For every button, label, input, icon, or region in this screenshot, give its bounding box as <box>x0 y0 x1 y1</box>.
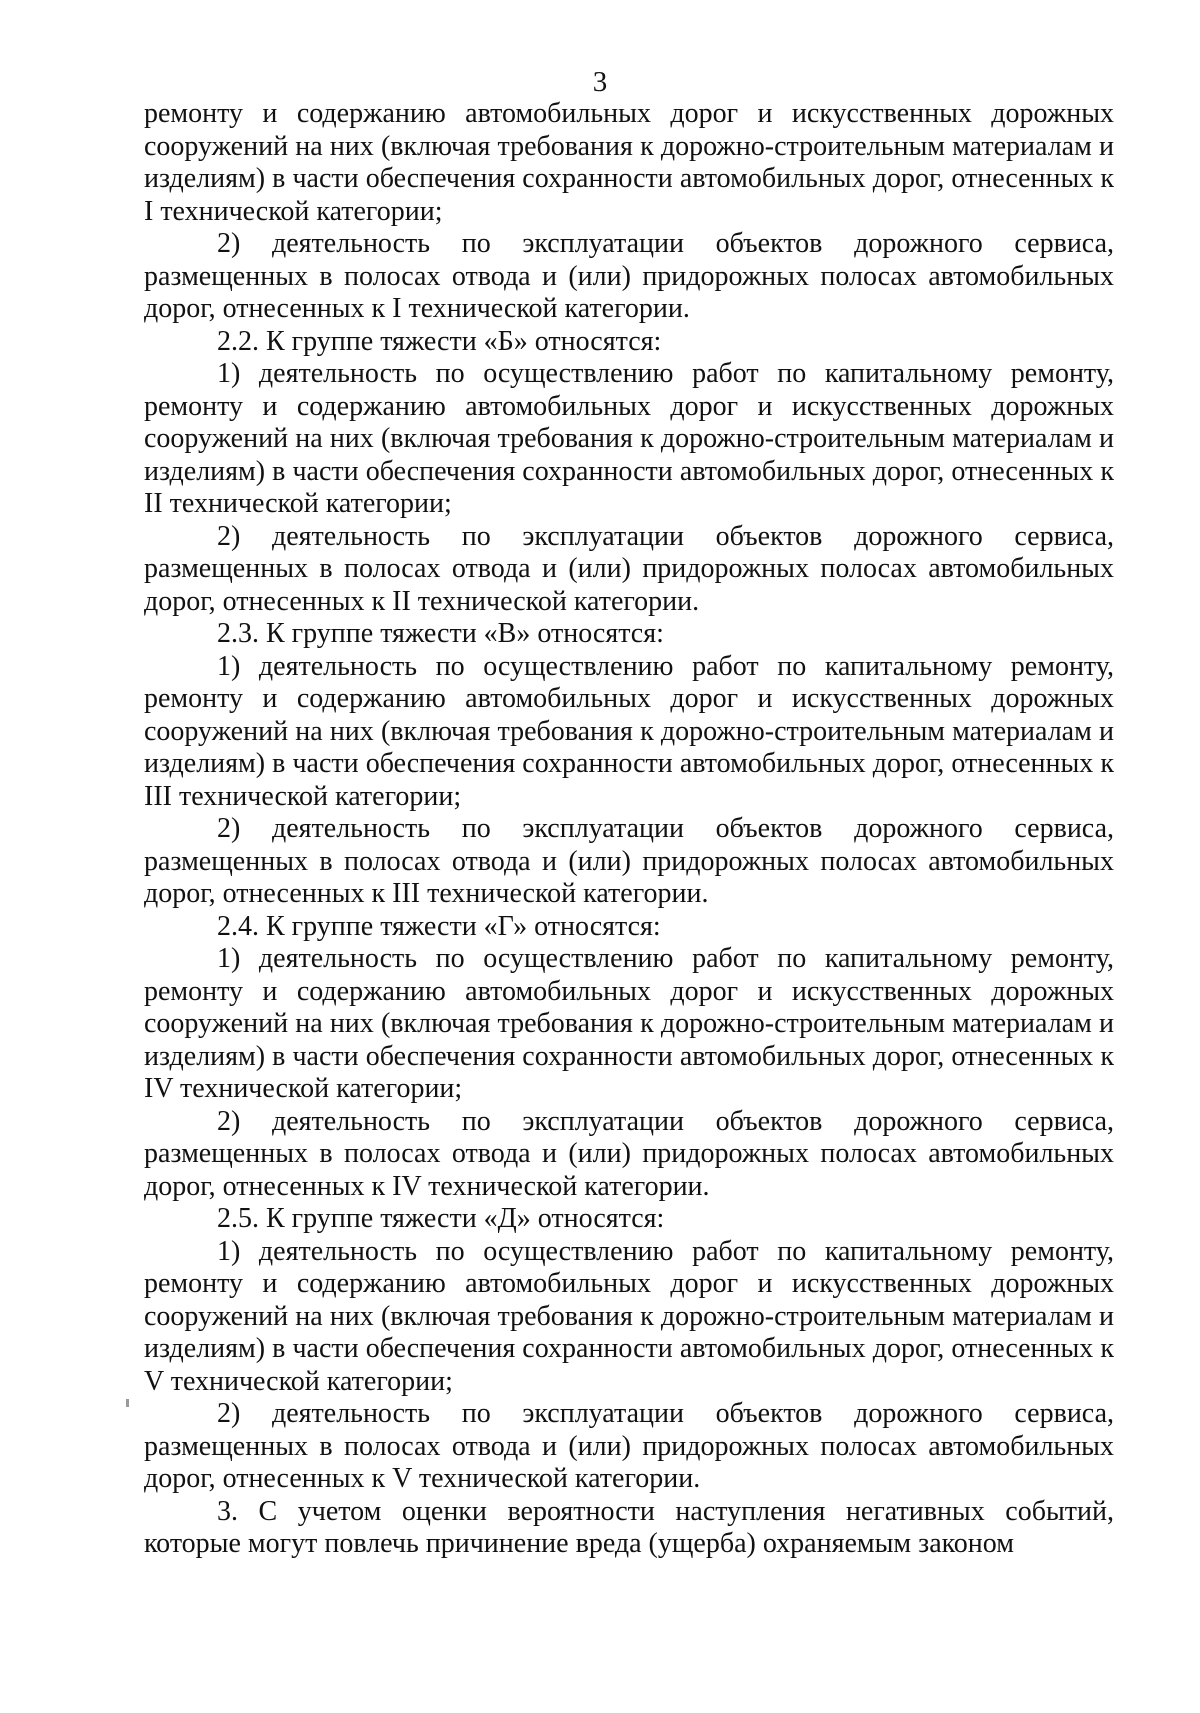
document-body <box>144 98 1114 1561</box>
paragraph-heading-2-3: 2.3. К группе тяжести «В» относятся: <box>217 618 664 649</box>
page-number: 3 <box>592 66 608 98</box>
paragraph-continuation: ремонту и содержанию автомобильных дорог и искусственных дорожных сооружений на них (включая требования к дорожно-строительным материалам и изделиям) в части обеспечения сохранности автомобильных дорог, отнесенных к I технической категории; <box>144 98 1114 227</box>
paragraph-heading-2-4: 2.4. К группе тяжести «Г» относятся: <box>217 910 661 942</box>
paragraph-heading-2-2: 2.2. К группе тяжести «Б» относятся: <box>217 325 662 357</box>
paragraph-item-1-group-d: 1) деятельность по осуществлению работ по капитальному ремонту, ремонту и содержанию автомобильных дорог и искусственных дорожных сооружений на них (включая требования к дорожно-строительным материалам и изделиям) в части обеспечения сохранности автомобильных дорог, отнесенных к V технической категории; <box>144 1235 1114 1397</box>
paragraph-item-2-group-b: 2) деятельность по эксплуатации объектов дорожного сервиса, размещенных в полосах отвода и (или) придорожных полосах автомобильных дорог, отнесенных к II технической категории. <box>144 520 1114 617</box>
paragraph-item-2-group-v: 2) деятельность по эксплуатации объектов дорожного сервиса, размещенных в полосах отвода и (или) придорожных полосах автомобильных дорог, отнесенных к III технической категории. <box>144 813 1114 909</box>
margin-scan-mark <box>126 1399 129 1407</box>
paragraph-section-3: 3. С учетом оценки вероятности наступления негативных событий, которые могут повлечь причинение вреда (ущерба) охраняемым законом <box>144 1495 1114 1559</box>
paragraph-item-2-group-a: 2) деятельность по эксплуатации объектов дорожного сервиса, размещенных в полосах отвода и (или) придорожных полосах автомобильных дорог, отнесенных к I технической категории. <box>144 228 1114 324</box>
paragraph-item-1-group-b: 1) деятельность по осуществлению работ по капитальному ремонту, ремонту и содержанию автомобильных дорог и искусственных дорожных сооружений на них (включая требования к дорожно-строительным материалам и изделиям) в части обеспечения сохранности автомобильных дорог, отнесенных к II технической категории; <box>144 358 1114 519</box>
paragraph-item-2-group-g: 2) деятельность по эксплуатации объектов дорожного сервиса, размещенных в полосах отвода и (или) придорожных полосах автомобильных дорог, отнесенных к IV технической категории. <box>144 1105 1114 1202</box>
paragraph-item-2-group-d: 2) деятельность по эксплуатации объектов дорожного сервиса, размещенных в полосах отвода и (или) придорожных полосах автомобильных дорог, отнесенных к V технической категории. <box>144 1398 1114 1494</box>
paragraph-heading-2-5: 2.5. К группе тяжести «Д» относятся: <box>217 1203 665 1234</box>
paragraph-item-1-group-g: 1) деятельность по осуществлению работ по капитальному ремонту, ремонту и содержанию автомобильных дорог и искусственных дорожных сооружений на них (включая требования к дорожно-строительным материалам и изделиям) в части обеспечения сохранности автомобильных дорог, отнесенных к IV технической категории; <box>144 943 1114 1104</box>
paragraph-item-1-group-v: 1) деятельность по осуществлению работ по капитальному ремонту, ремонту и содержанию автомобильных дорог и искусственных дорожных сооружений на них (включая требования к дорожно-строительным материалам и изделиям) в части обеспечения сохранности автомобильных дорог, отнесенных к III технической категории; <box>144 650 1114 812</box>
